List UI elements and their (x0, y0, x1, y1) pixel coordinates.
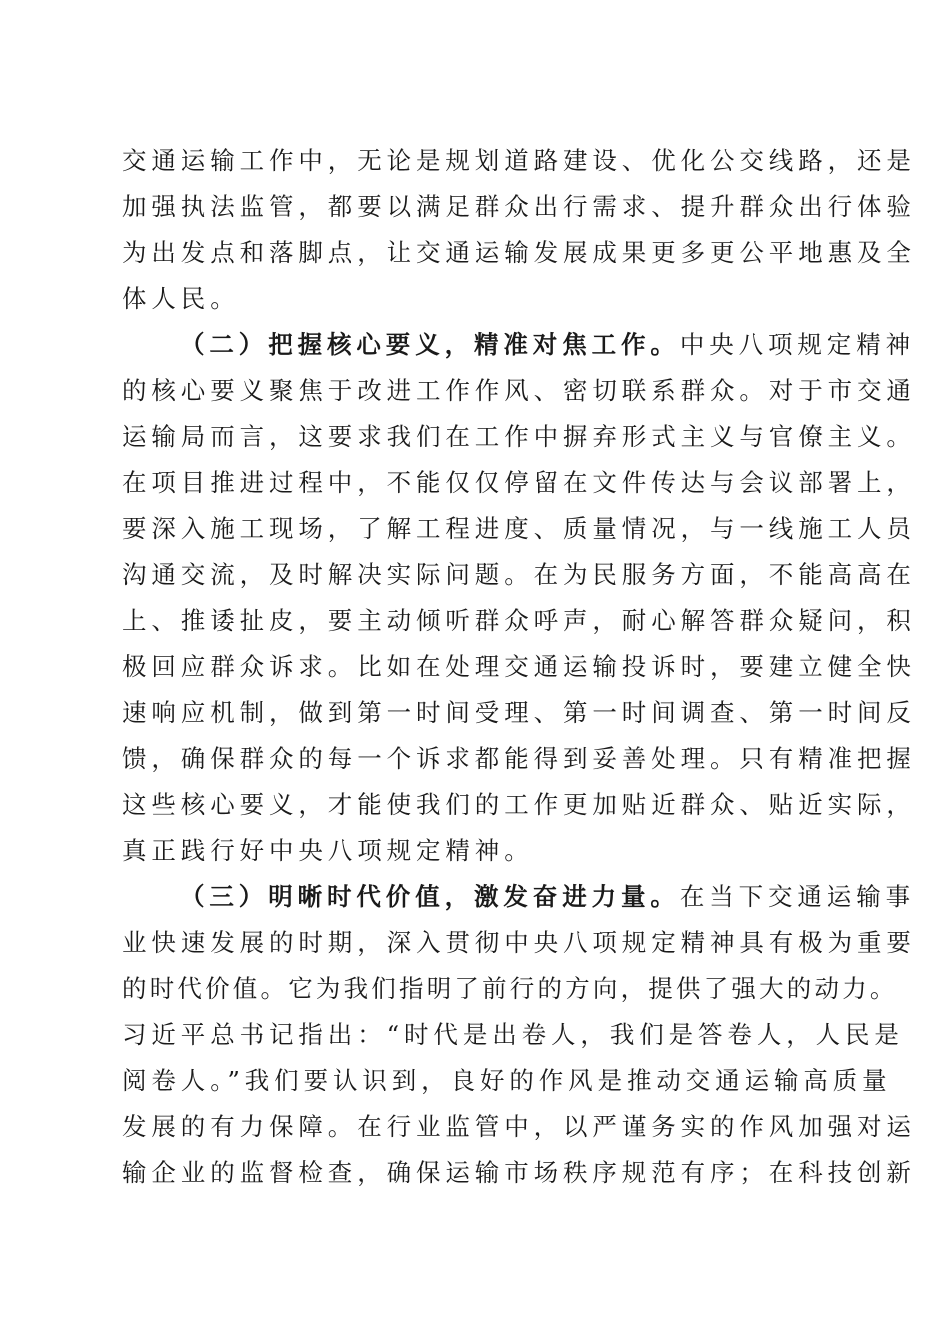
paragraph-1 (122, 138, 916, 322)
section-heading-3: （三）明晰时代价值，激发奋进力量。 (180, 882, 680, 911)
text-line: 速响应机制，做到第一时间受理、第一时间调查、第一时间反 (122, 698, 916, 727)
text-line: 极回应群众诉求。比如在处理交通运输投诉时，要建立健全快 (122, 652, 916, 681)
text-line: 交通运输工作中，无论是规划道路建设、优化公交线路，还是 (122, 146, 916, 175)
paragraph-2 (122, 322, 916, 874)
section-heading-2: （二）把握核心要义，精准对焦工作。 (180, 330, 680, 359)
text-line: 要深入施工现场，了解工程进度、质量情况，与一线施工人员 (122, 514, 916, 543)
text-line-first (122, 874, 916, 920)
text-line: 真正践行好中央八项规定精神。 (122, 836, 534, 865)
text-line: 习近平总书记指出：“时代是出卷人，我们是答卷人，人民是 (122, 1020, 904, 1049)
document-body (122, 138, 916, 1196)
text-line: 业快速发展的时期，深入贯彻中央八项规定精神具有极为重要 (122, 928, 916, 957)
text-line: 上、推诿扯皮，要主动倾听群众呼声，耐心解答群众疑问，积 (122, 606, 916, 635)
text-line: 为出发点和落脚点，让交通运输发展成果更多更公平地惠及全 (122, 238, 916, 267)
text-line: 运输局而言，这要求我们在工作中摒弃形式主义与官僚主义。 (122, 422, 916, 451)
text-line: 的时代价值。它为我们指明了前行的方向，提供了强大的动力。 (122, 974, 898, 1003)
paragraph-3 (122, 874, 916, 1196)
text-line: 这些核心要义，才能使我们的工作更加贴近群众、贴近实际， (122, 790, 916, 819)
text-line: 的核心要义聚焦于改进工作作风、密切联系群众。对于市交通 (122, 376, 916, 405)
first-line-rest: 中央八项规定精神 (679, 330, 916, 359)
text-line: 在项目推进过程中，不能仅仅停留在文件传达与会议部署上， (122, 468, 916, 497)
text-line: 沟通交流，及时解决实际问题。在为民服务方面，不能高高在 (122, 560, 916, 589)
text-line-first (122, 322, 916, 368)
first-line-rest: 在当下交通运输事 (679, 882, 916, 911)
text-line: 输企业的监督检查，确保运输市场秩序规范有序；在科技创新 (122, 1158, 916, 1187)
text-line: 馈，确保群众的每一个诉求都能得到妥善处理。只有精准把握 (122, 744, 916, 773)
text-line: 阅卷人。”我们要认识到，良好的作风是推动交通运输高质量 (122, 1066, 892, 1095)
text-line: 体人民。 (122, 284, 240, 313)
text-line: 发展的有力保障。在行业监管中，以严谨务实的作风加强对运 (122, 1112, 916, 1141)
text-line: 加强执法监管，都要以满足群众出行需求、提升群众出行体验 (122, 192, 916, 221)
